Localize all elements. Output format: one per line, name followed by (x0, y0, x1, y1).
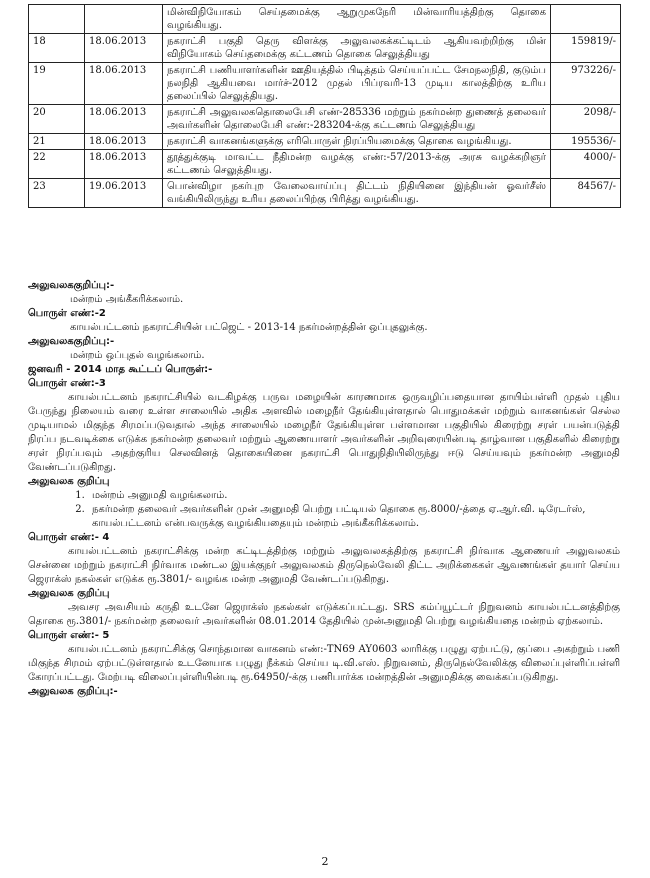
note-5-heading: அலுவலக குறிப்பு:- (28, 686, 118, 697)
row-date-cell: 18.06.2013 (85, 63, 163, 105)
row-number-cell: 21 (29, 134, 85, 150)
subject-2-text: காயல்பட்டனம் நகராட்சியின் பட்ஜெட் - 2013-14 நகர்மன்றத்தின் ஒப்புதலுக்கு. (70, 322, 428, 333)
document-body (28, 279, 620, 699)
row-number-cell: 23 (29, 179, 85, 208)
january-agenda-heading: ஜனவரி - 2014 மாத கூட்டப் பொருள்:- (28, 364, 213, 375)
row-amount-cell: 195536/- (551, 134, 621, 150)
row-number-cell: 19 (29, 63, 85, 105)
subject-2-heading: பொருள் எண்:-2 (28, 308, 106, 319)
row-date-cell: 18.06.2013 (85, 105, 163, 134)
row-date-cell: 18.06.2013 (85, 150, 163, 179)
table-row (29, 105, 621, 134)
note-3-heading: அலுவலக குறிப்பு (28, 476, 110, 487)
subject-5-text: காயல்பட்டனம் நகராட்சிக்கு சொந்தமான வாகனம் எண்:-TN69 AY0603 லாரிக்கு பழுது ஏற்பட்டு, குப்பை அகற்றும் பணி மிகுந்த சிரமம் ஏற்பட்டுள்ளதால் உடனேயாக பழுது நீக்கம் செய்ய டி.வி.எஸ். நிறுவனம், திருநெல்வேலிக்கு விலைப்புள்ளிப்பள்ளி கோரப்பட்டது. மேற்படி விலைப்புள்ளியின்படி ரூ.64950/-க்கு பணிபார்க்க மன்றத்தின் அனுமதிக்கு வைக்கப்படுகிறது. (28, 644, 621, 683)
table-row (29, 5, 621, 34)
row-description-cell: நகராட்சி அலுவலகதொலைபேசி எண்-285336 மற்றும் நகர்மன்ற துணைத் தலைவர் அவர்களின் தொலைபேசி எண்:-283204-க்கு கட்டணம் செலுத்தியது (163, 105, 551, 134)
row-description-cell: நகராட்சி பணியாளர்களின் ஊதியத்தில் பிடித்தம் செய்யப்பட்ட சேமநலநிதி, குடும்ப நலநிதி ஆகியவை மார்ச்-2012 முதல் பிப்ரவரி-13 முடிய காலத்திற்கு உரிய தலைப்பில் செலுத்தியது. (163, 63, 551, 105)
note-3-item: 2. நகர்மன்ற தலைவர் அவர்களின் முன் அனுமதி பெற்று பட்டியல் தொகை ரூ.8000/-த்தை ஏ.ஆர்.வி. டிரேடர்ஸ், காயல்பட்டனம் என்பவருக்கு வழங்கியதையும் மன்றம் அங்கீகரிக்கலாம். (88, 503, 620, 531)
row-number-cell: 22 (29, 150, 85, 179)
row-description-cell: நகராட்சி பகுதி தெரு விளக்கு அலுவலகக்கட்டிடம் ஆகியவற்றிற்கு மின் விநியோகம் செய்தமைக்கு கட்டணம் தொகை செலுத்தியது (163, 34, 551, 63)
note-4-text: அவசர அவசியம் கருதி உடனே ஜெராக்ஸ் நகல்கள் எடுக்கப்பட்டது. SRS கம்ப்யூட்டர் நிறுவனம் காயல்பட்டனத்திற்கு தொகை ரூ.3801/- நகர்மன்ற தலைவர் அவர்களின் 08.01.2014 தேதியில் முன்அனுமதி பெற்று வழங்கியதை மன்றம் ஏற்கலாம். (28, 602, 620, 627)
row-amount-cell: 4000/- (551, 150, 621, 179)
subject-3-text: காயல்பட்டனம் நகராட்சியில் வடகிழக்கு பருவ மழையின் காரணமாக ஒருவழிப்பதையான தாயிம்பள்ளி முதல் புதிய பேருந்து நிலையம் வரை உள்ள சாலையில் அதிக அளவில் மழைநீர் தேங்கியுள்ளதால் பொதுமக்கள் மற்றும் வாகனங்கள் செல்ல முடியாமல் மிகுந்த சிரமப்படுவதால் அந்த சாலையில் மழைநீர் தேங்கியுள்ள பள்ளமான பகுதியில் கிரைற்று சரள் பயன்படுத்தி நிரப்ப நடவடிக்கை எடுக்க நகர்மன்ற தலைவர் மற்றும் ஆணையாளர் அவர்களின் அறிவுரையின்படி தாழ்வான பகுதிகளில் கிரைற்று சரள் நிரப்பவும் அதற்குரிய செலவினத் தொகையினை நகராட்சி பொதுநிதியிலிருந்து ஈடு செய்யவும் நகர்மன்ற அனுமதி வேண்டப்படுகிறது. (28, 392, 620, 473)
note-4-heading: அலுவலக குறிப்பு (28, 588, 110, 599)
row-number-cell (29, 5, 85, 34)
table-row (29, 150, 621, 179)
note-1-heading: அலுவலககுறிப்பு:- (28, 280, 115, 291)
row-description-cell: தூத்துக்குடி மாவட்ட நீதிமன்ற வழக்கு எண்:-57/2013-க்கு அரசு வழக்கறிஞர் கட்டணம் செலுத்தியது. (163, 150, 551, 179)
row-amount-cell: 2098/- (551, 105, 621, 134)
table-row (29, 34, 621, 63)
subject-3-heading: பொருள் எண்:-3 (28, 378, 106, 389)
row-amount-cell (551, 5, 621, 34)
row-amount-cell: 84567/- (551, 179, 621, 208)
row-description-cell: மின்விநியோகம் செய்தமைக்கு ஆறுமுகநேரி மின்வாரியத்திற்கு தொகை வழங்கியது. (163, 5, 551, 34)
row-description-cell: பொன்விழா நகர்புற வேலைவாய்ப்பு திட்டம் நிதியினை இந்தியன் ஓவர்சீஸ் வங்கியிலிருந்து உரிய தலைப்பிற்கு பிரித்து வழங்கியது. (163, 179, 551, 208)
table-row (29, 179, 621, 208)
subject-4-text: காயல்பட்டனம் நகராட்சிக்கு மன்ற கட்டிடத்திற்கு மற்றும் அலுவலகத்திற்கு நகராட்சி நிர்வாக ஆணையர் அலுவலகம் சென்னை மற்றும் நகராட்சி நிர்வாக மண்டல இயக்குநர் அலுவலகம் திருநெல்வேலி திட்ட அறிக்கைகள் ஆவணங்கள் தயார் செய்ய ஜெராக்ஸ் நகல்கள் எடுக்க ரூ.3801/- வழங்க மன்ற அனுமதி வேண்டப்படுகிறது. (28, 546, 620, 585)
note-2-text: மன்றம் ஒப்புதல் வழங்கலாம். (70, 350, 205, 361)
subject-5-heading: பொருள் எண்:- 5 (28, 630, 110, 641)
subject-4-heading: பொருள் எண்:- 4 (28, 532, 110, 543)
row-number-cell: 18 (29, 34, 85, 63)
row-date-cell (85, 5, 163, 34)
note-1-text: மன்றம் அங்கீகரிக்கலாம். (70, 294, 184, 305)
table-row (29, 134, 621, 150)
row-description-cell: நகராட்சி வாகனங்களுக்கு எரிபொருள் நிரப்பியமைக்கு தொகை வழங்கியது. (163, 134, 551, 150)
expense-table (28, 4, 621, 208)
note-3-item: 1. மன்றம் அனுமதி வழங்கலாம். (88, 489, 620, 503)
row-date-cell: 18.06.2013 (85, 34, 163, 63)
note-3-list (28, 489, 620, 531)
note-2-heading: அலுவலககுறிப்பு:- (28, 336, 115, 347)
row-date-cell: 18.06.2013 (85, 134, 163, 150)
row-amount-cell: 159819/- (551, 34, 621, 63)
page-number: 2 (321, 855, 329, 868)
table-row (29, 63, 621, 105)
row-amount-cell: 973226/- (551, 63, 621, 105)
row-date-cell: 19.06.2013 (85, 179, 163, 208)
expense-table-body (29, 5, 621, 208)
row-number-cell: 20 (29, 105, 85, 134)
